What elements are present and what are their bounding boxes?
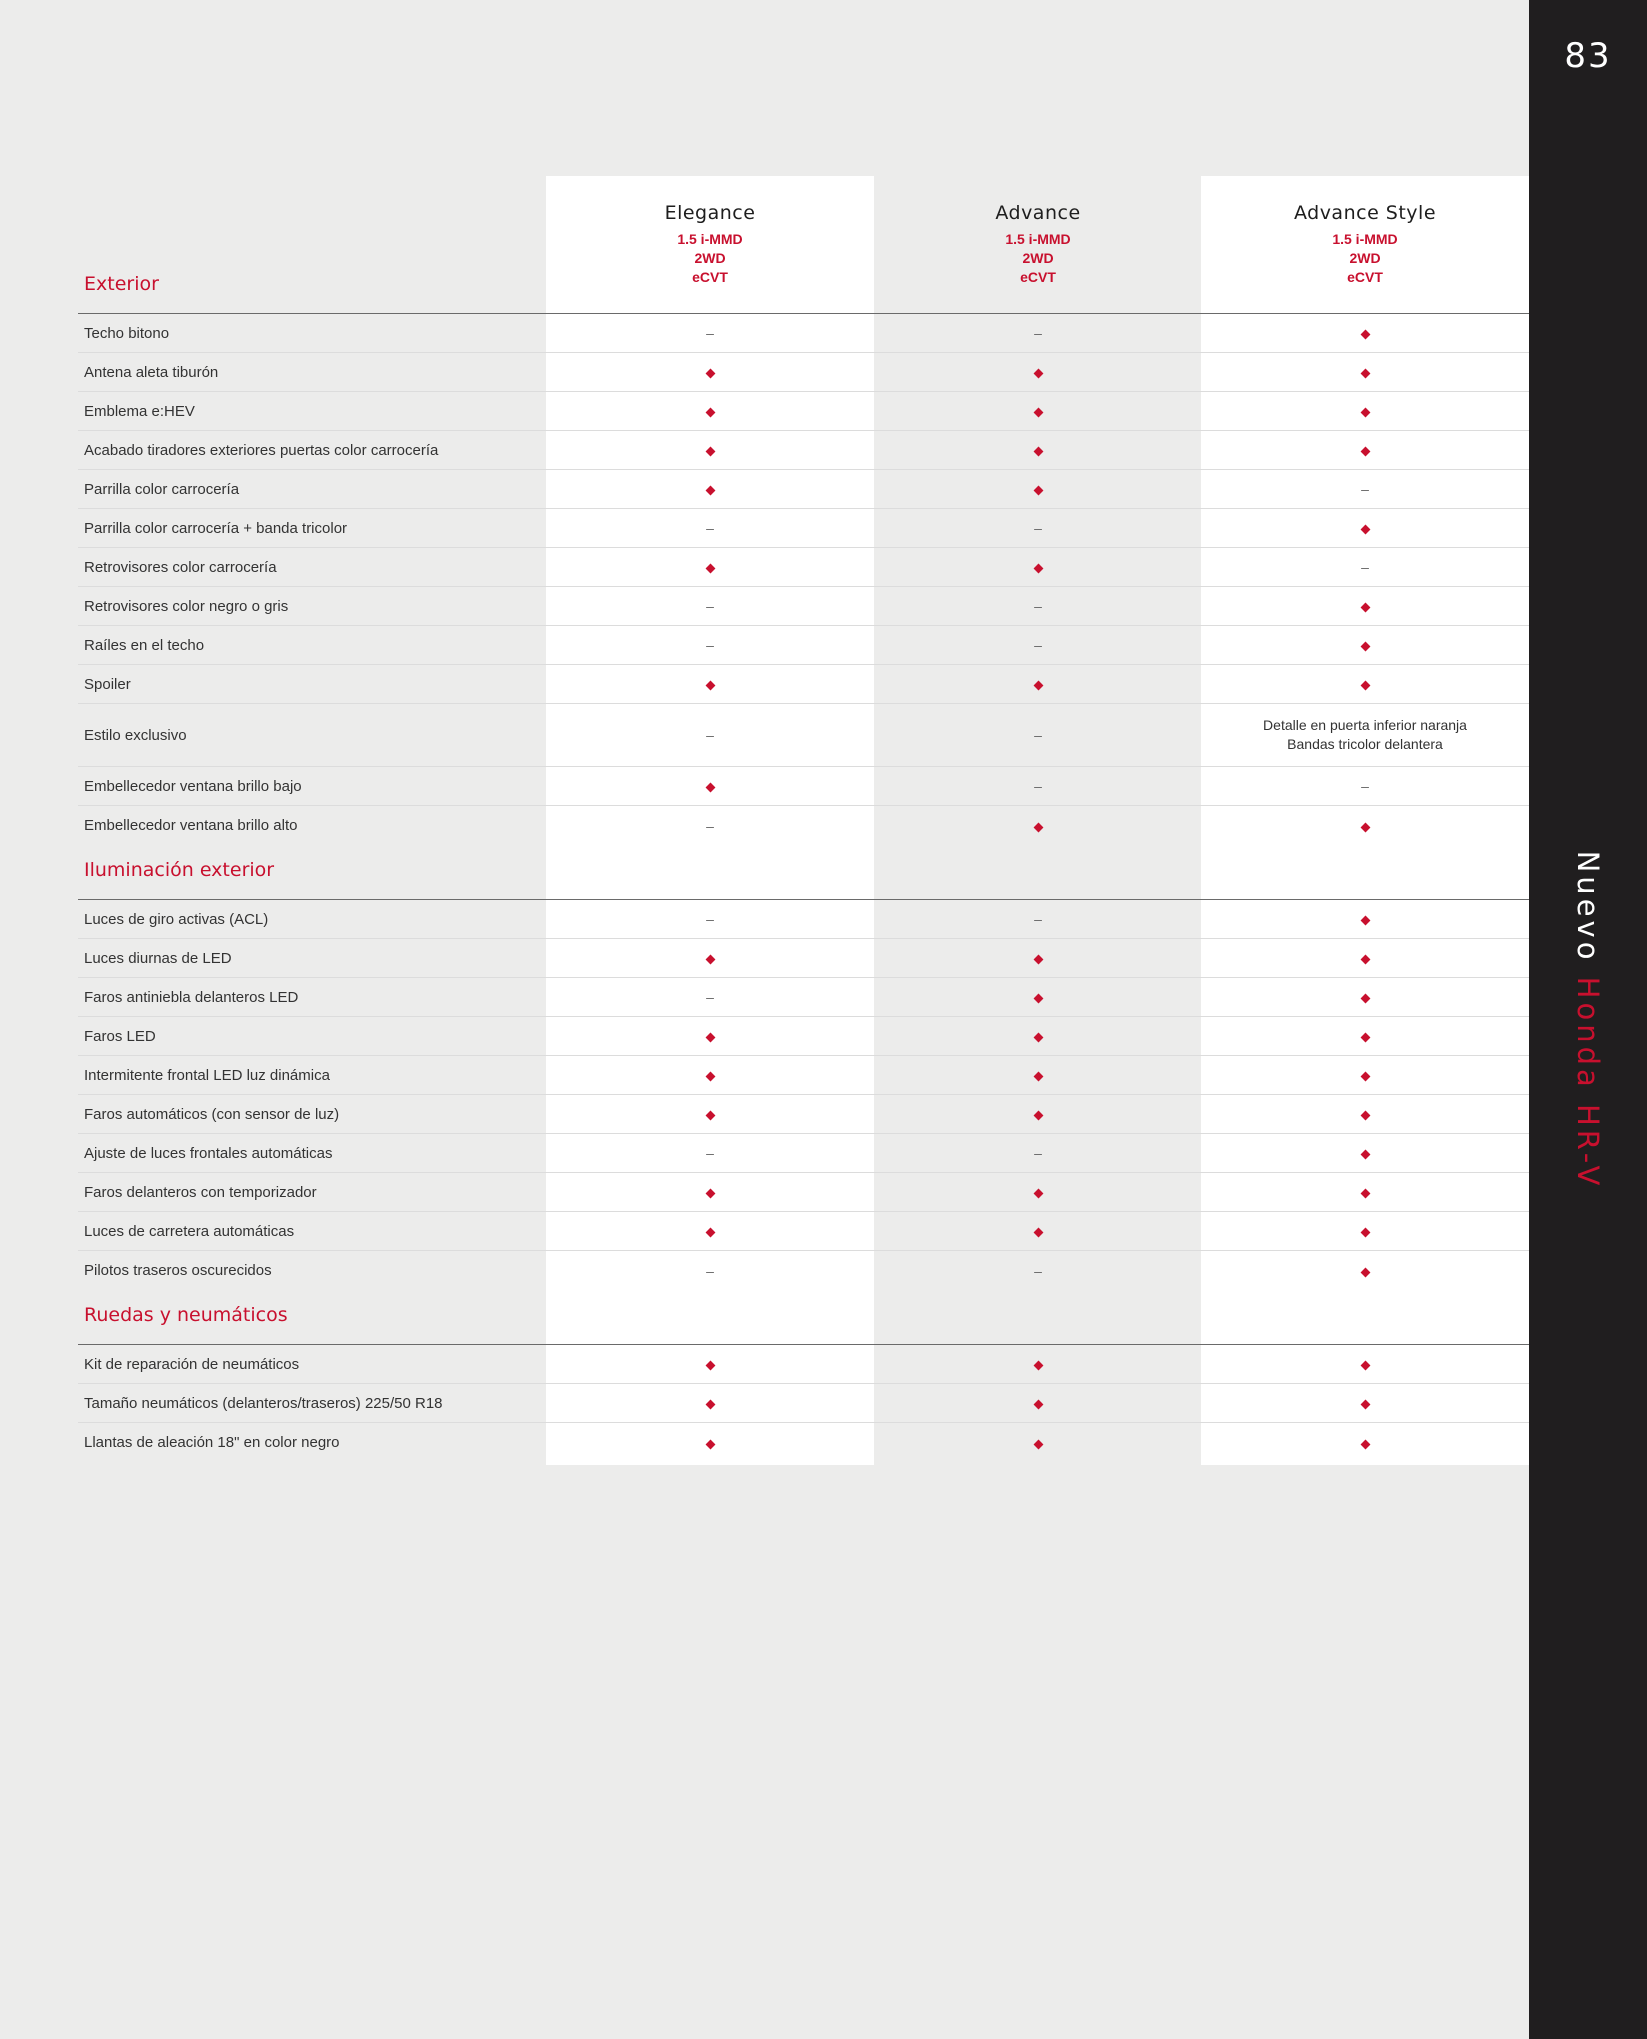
column-header-elegance [546, 202, 874, 287]
diamond-icon [1033, 681, 1043, 691]
table-row [78, 1095, 1529, 1134]
included-diamond-icon [1201, 364, 1529, 380]
not-available-dash: – [706, 911, 714, 927]
row-label: Kit de reparación de neumáticos [84, 1355, 300, 1373]
table-row [78, 353, 1529, 392]
table-row [78, 704, 1529, 767]
included-diamond-icon [1201, 442, 1529, 458]
diamond-icon [705, 1111, 715, 1121]
included-diamond-icon [874, 1106, 1202, 1122]
not-available-dash: – [1034, 520, 1042, 536]
diamond-icon [705, 1361, 715, 1371]
included-diamond-icon [1201, 1356, 1529, 1372]
diamond-icon [1033, 994, 1043, 1004]
sidebar [1529, 0, 1647, 2039]
included-diamond-icon [1201, 1067, 1529, 1083]
diamond-icon [705, 1228, 715, 1238]
row-label: Embellecedor ventana brillo alto [84, 817, 298, 834]
included-diamond-icon [1201, 403, 1529, 419]
table-row [78, 900, 1529, 939]
vertical-title-part1: Nuevo [1571, 850, 1605, 964]
diamond-icon [1033, 1033, 1043, 1043]
diamond-icon [1360, 603, 1370, 613]
diamond-icon [1033, 486, 1043, 496]
table-row [78, 548, 1529, 587]
not-available-dash: – [1034, 598, 1042, 614]
row-label: Pilotos traseros oscurecidos [84, 1262, 272, 1279]
diamond-icon [1360, 1228, 1370, 1238]
table-row [78, 665, 1529, 704]
included-diamond-icon [874, 1435, 1202, 1451]
not-available-dash: – [1034, 637, 1042, 653]
table-row [78, 978, 1529, 1017]
diamond-icon [1033, 1439, 1043, 1449]
included-diamond-icon [1201, 989, 1529, 1005]
included-diamond-icon [1201, 1184, 1529, 1200]
model-spec: 2WD [694, 250, 726, 266]
diamond-icon [705, 1033, 715, 1043]
table-row [78, 1056, 1529, 1095]
diamond-icon [1360, 642, 1370, 652]
row-label: Spoiler [84, 675, 131, 693]
not-available-dash: – [706, 637, 714, 653]
diamond-icon [1033, 1072, 1043, 1082]
diamond-icon [1033, 1400, 1043, 1410]
included-diamond-icon [1201, 818, 1529, 834]
included-diamond-icon [1201, 1106, 1529, 1122]
included-diamond-icon [1201, 911, 1529, 927]
included-diamond-icon [546, 950, 874, 966]
table-row [78, 1017, 1529, 1056]
table-row [78, 1251, 1529, 1290]
diamond-icon [1033, 822, 1043, 832]
table-row [78, 392, 1529, 431]
not-available-dash: – [706, 1262, 714, 1279]
cell-note [1201, 716, 1529, 754]
not-available-dash: – [706, 1145, 714, 1161]
table-row [78, 1345, 1529, 1384]
diamond-icon [1033, 1111, 1043, 1121]
included-diamond-icon [546, 1223, 874, 1239]
vertical-title-part2: Honda HR-V [1571, 976, 1605, 1190]
table-row [78, 314, 1529, 353]
included-diamond-icon [546, 1106, 874, 1122]
included-diamond-icon [546, 1395, 874, 1411]
page-number: 83 [1564, 36, 1612, 76]
included-diamond-icon [546, 778, 874, 794]
model-name: Advance Style [1293, 202, 1437, 224]
diamond-icon [1360, 1111, 1370, 1121]
diamond-icon [1360, 1072, 1370, 1082]
row-label: Parrilla color carrocería [84, 480, 240, 498]
cell-note-line: Bandas tricolor delantera [1287, 736, 1443, 752]
diamond-icon [1360, 330, 1370, 340]
not-available-dash: – [706, 520, 714, 536]
included-diamond-icon [546, 1067, 874, 1083]
diamond-icon [705, 681, 715, 691]
table-row [78, 767, 1529, 806]
diamond-icon [1033, 369, 1043, 379]
section-title: Iluminación exterior [84, 859, 275, 881]
not-available-dash: – [706, 598, 714, 614]
section-title: Exterior [84, 273, 159, 295]
table-row [78, 1212, 1529, 1251]
included-diamond-icon [874, 1028, 1202, 1044]
not-available-dash: – [706, 727, 714, 743]
included-diamond-icon [546, 1435, 874, 1451]
included-diamond-icon [874, 1223, 1202, 1239]
included-diamond-icon [874, 364, 1202, 380]
table-header [78, 176, 1529, 314]
not-available-dash: – [1034, 911, 1042, 927]
included-diamond-icon [874, 403, 1202, 419]
diamond-icon [1360, 955, 1370, 965]
model-spec: 1.5 i-MMD [677, 231, 743, 247]
diamond-icon [705, 1072, 715, 1082]
diamond-icon [1033, 564, 1043, 574]
diamond-icon [1033, 1189, 1043, 1199]
included-diamond-icon [546, 559, 874, 575]
not-available-dash: – [1361, 778, 1369, 794]
cell-note-line: Detalle en puerta inferior naranja [1263, 717, 1467, 733]
included-diamond-icon [874, 1356, 1202, 1372]
diamond-icon [1360, 1150, 1370, 1160]
diamond-icon [1360, 525, 1370, 535]
row-label: Techo bitono [84, 324, 170, 342]
model-name: Advance [995, 202, 1081, 224]
section-header [78, 1290, 1529, 1345]
diamond-icon [1360, 369, 1370, 379]
included-diamond-icon [1201, 1145, 1529, 1161]
included-diamond-icon [546, 1028, 874, 1044]
model-spec: 1.5 i-MMD [1005, 231, 1071, 247]
model-spec: eCVT [1347, 269, 1383, 285]
table-row [78, 1134, 1529, 1173]
row-label: Faros automáticos (con sensor de luz) [84, 1105, 340, 1123]
diamond-icon [1360, 681, 1370, 691]
diamond-icon [1033, 1228, 1043, 1238]
not-available-dash: – [706, 817, 714, 834]
not-available-dash: – [1034, 727, 1042, 743]
row-label: Faros antiniebla delanteros LED [84, 988, 299, 1006]
row-label: Luces diurnas de LED [84, 949, 232, 967]
row-label: Faros LED [84, 1027, 156, 1045]
not-available-dash: – [1034, 1262, 1042, 1279]
included-diamond-icon [546, 481, 874, 497]
diamond-icon [1360, 1361, 1370, 1371]
diamond-icon [705, 447, 715, 457]
row-label: Faros delanteros con temporizador [84, 1183, 317, 1201]
row-label: Raíles en el techo [84, 636, 205, 654]
diamond-icon [1360, 408, 1370, 418]
model-spec: eCVT [692, 269, 728, 285]
row-label: Luces de giro activas (ACL) [84, 910, 269, 928]
included-diamond-icon [1201, 598, 1529, 614]
row-label: Estilo exclusivo [84, 726, 187, 744]
table-row [78, 626, 1529, 665]
not-available-dash: – [706, 989, 714, 1005]
not-available-dash: – [1361, 559, 1369, 575]
table-row [78, 939, 1529, 978]
included-diamond-icon [874, 1067, 1202, 1083]
included-diamond-icon [1201, 950, 1529, 966]
diamond-icon [705, 783, 715, 793]
diamond-icon [1360, 447, 1370, 457]
table-row [78, 1173, 1529, 1212]
row-label: Llantas de aleación 18" en color negro [84, 1434, 340, 1451]
included-diamond-icon [1201, 1395, 1529, 1411]
diamond-icon [705, 955, 715, 965]
table-row [78, 587, 1529, 626]
diamond-icon [1033, 408, 1043, 418]
diamond-icon [705, 564, 715, 574]
not-available-dash: – [1034, 1145, 1042, 1161]
column-header-advance-style [1201, 202, 1529, 287]
included-diamond-icon [1201, 676, 1529, 692]
included-diamond-icon [1201, 1223, 1529, 1239]
row-label: Intermitente frontal LED luz dinámica [84, 1066, 330, 1084]
table-body [78, 314, 1529, 1462]
not-available-dash: – [1361, 481, 1369, 497]
diamond-icon [1360, 916, 1370, 926]
table-row [78, 1423, 1529, 1462]
included-diamond-icon [874, 950, 1202, 966]
diamond-icon [705, 486, 715, 496]
row-label: Acabado tiradores exteriores puertas color carrocería [84, 441, 439, 459]
diamond-icon [1360, 1033, 1370, 1043]
row-label: Tamaño neumáticos (delanteros/traseros) 225/50 R18 [84, 1394, 443, 1412]
row-label: Luces de carretera automáticas [84, 1222, 295, 1240]
included-diamond-icon [1201, 1263, 1529, 1279]
spec-table [78, 176, 1529, 1462]
included-diamond-icon [874, 481, 1202, 497]
diamond-icon [705, 1189, 715, 1199]
included-diamond-icon [874, 989, 1202, 1005]
included-diamond-icon [874, 442, 1202, 458]
included-diamond-icon [1201, 637, 1529, 653]
included-diamond-icon [546, 1356, 874, 1372]
model-spec: 2WD [1349, 250, 1381, 266]
model-spec: eCVT [1020, 269, 1056, 285]
section-header [78, 845, 1529, 900]
included-diamond-icon [546, 364, 874, 380]
model-name: Elegance [664, 202, 756, 224]
model-spec: 1.5 i-MMD [1332, 231, 1398, 247]
section-title: Ruedas y neumáticos [84, 1304, 288, 1326]
table-row [78, 470, 1529, 509]
not-available-dash: – [706, 325, 714, 341]
diamond-icon [705, 1400, 715, 1410]
row-label: Retrovisores color negro o gris [84, 597, 289, 615]
model-spec: 2WD [1022, 250, 1054, 266]
included-diamond-icon [546, 403, 874, 419]
included-diamond-icon [874, 1395, 1202, 1411]
diamond-icon [1360, 822, 1370, 832]
row-label: Ajuste de luces frontales automáticas [84, 1144, 333, 1162]
included-diamond-icon [874, 676, 1202, 692]
not-available-dash: – [1034, 778, 1042, 794]
row-label: Parrilla color carrocería + banda tricolor [84, 519, 348, 537]
row-label: Retrovisores color carrocería [84, 558, 277, 576]
diamond-icon [1033, 447, 1043, 457]
column-header-advance [874, 202, 1202, 287]
diamond-icon [1360, 1400, 1370, 1410]
diamond-icon [1360, 1189, 1370, 1199]
diamond-icon [1360, 994, 1370, 1004]
included-diamond-icon [546, 442, 874, 458]
table-row [78, 509, 1529, 548]
included-diamond-icon [546, 1184, 874, 1200]
included-diamond-icon [1201, 1435, 1529, 1451]
diamond-icon [1033, 955, 1043, 965]
diamond-icon [705, 408, 715, 418]
diamond-icon [705, 1439, 715, 1449]
table-row [78, 806, 1529, 845]
not-available-dash: – [1034, 325, 1042, 341]
diamond-icon [1360, 1439, 1370, 1449]
table-row [78, 431, 1529, 470]
diamond-icon [705, 369, 715, 379]
diamond-icon [1033, 1361, 1043, 1371]
row-label: Embellecedor ventana brillo bajo [84, 777, 302, 795]
diamond-icon [1360, 1267, 1370, 1277]
included-diamond-icon [874, 1184, 1202, 1200]
row-label: Emblema e:HEV [84, 402, 195, 420]
table-row [78, 1384, 1529, 1423]
vertical-title [1571, 851, 1605, 1190]
included-diamond-icon [874, 818, 1202, 834]
included-diamond-icon [1201, 1028, 1529, 1044]
included-diamond-icon [1201, 520, 1529, 536]
included-diamond-icon [874, 559, 1202, 575]
included-diamond-icon [1201, 325, 1529, 341]
included-diamond-icon [546, 676, 874, 692]
row-label: Antena aleta tiburón [84, 363, 219, 381]
